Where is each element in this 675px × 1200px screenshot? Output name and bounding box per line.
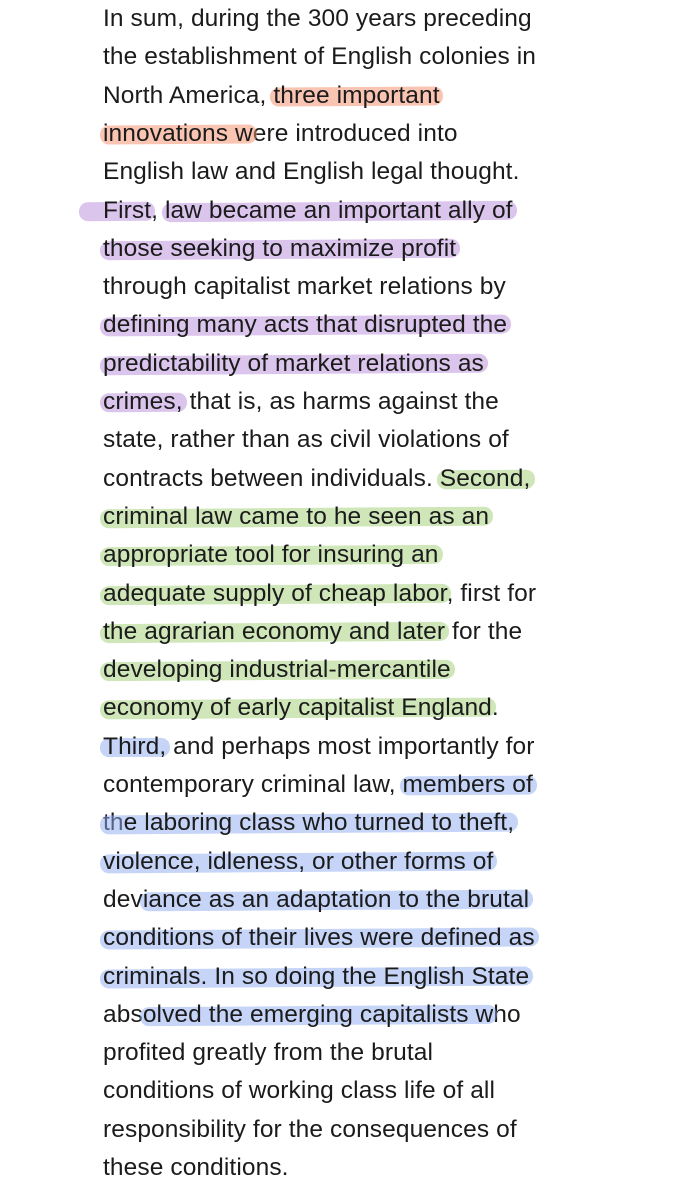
text-line-7	[103, 230, 456, 268]
text-line-29	[103, 1072, 495, 1110]
text-segment: and perhaps most importantly for	[166, 732, 535, 760]
text-line-5	[103, 153, 520, 191]
highlight-green: appropriate tool for insuring an	[103, 541, 439, 569]
highlight-blue: conditions of their lives were defined as	[103, 924, 535, 952]
text-segment: contracts between individuals.	[103, 464, 440, 492]
text-line-25	[103, 919, 535, 957]
text-segment: In sum, during the 300 years preceding	[103, 5, 532, 32]
text-segment: conditions of working class life of all	[103, 1077, 495, 1105]
text-segment: ere introduced into	[252, 119, 458, 147]
highlight-purple: law became an important ally of	[164, 196, 513, 224]
highlight-purple: those seeking to maximize profit	[103, 234, 457, 262]
text-line-21	[103, 766, 533, 804]
highlight-green: the agrarian economy and later	[103, 617, 446, 645]
text-segment: state, rather than as civil violations of	[103, 426, 509, 454]
text-segment: English law and English legal thought.	[103, 158, 520, 186]
highlight-blue: olved the emerging capitalists w	[142, 1000, 494, 1028]
highlight-blue: members of	[402, 771, 533, 798]
text-line-8	[103, 268, 506, 306]
text-line-9	[103, 306, 507, 344]
text-line-23	[103, 843, 493, 881]
text-line-31	[103, 1149, 289, 1187]
highlight-green: economy of early capitalist England	[103, 694, 492, 722]
text-segment: profited greatly from the brutal	[103, 1039, 434, 1067]
text-line-30	[103, 1111, 517, 1149]
highlight-blue: iance as an adaptation to the brutal	[142, 885, 530, 913]
highlight-blue: criminals. In so doing the English State	[103, 962, 530, 990]
text-line-16	[103, 575, 536, 613]
text-line-3	[103, 77, 440, 115]
text-line-17	[103, 613, 522, 651]
text-line-14	[103, 498, 489, 536]
highlight-red: three important	[273, 81, 440, 109]
highlight-green: adequate supply of cheap labor	[103, 579, 447, 607]
text-line-28	[103, 1034, 433, 1072]
highlight-green: developing industrial-mercantile	[103, 656, 451, 684]
text-line-20	[103, 728, 535, 766]
text-segment: ,	[151, 196, 165, 224]
highlight-purple: predictability of market relations as	[103, 349, 484, 377]
text-segment: .	[491, 694, 499, 722]
text-segment: , first for	[446, 579, 537, 607]
text-segment: contemporary criminal law,	[103, 771, 403, 798]
text-segment: responsibility for the consequences of	[103, 1115, 517, 1143]
text-segment: through capitalist market relations by	[103, 273, 506, 301]
text-line-13	[103, 460, 530, 498]
text-line-27	[103, 996, 521, 1034]
text-line-2	[103, 38, 536, 76]
text-segment: ho	[493, 1000, 521, 1028]
highlight-green: Second,	[439, 464, 531, 492]
highlight-green: criminal law came to he seen as an	[103, 502, 490, 530]
text-line-19	[103, 689, 499, 727]
text-line-6	[103, 192, 513, 230]
text-segment: that is, as harms against the	[182, 388, 499, 415]
text-segment: the establishment of English colonies in	[103, 43, 537, 71]
text-segment: for the	[445, 617, 523, 645]
text-line-11	[103, 383, 499, 421]
text-segment: these conditions.	[103, 1154, 289, 1181]
text-segment: abs	[103, 1000, 143, 1028]
highlight-blue: e laboring class who turned to theft,	[123, 809, 515, 837]
text-line-15	[103, 536, 439, 574]
highlight-blue: violence, idleness, or other forms of	[103, 847, 494, 875]
text-line-26	[103, 958, 529, 996]
highlight-red: innovations w	[103, 119, 253, 147]
highlight-purple: crimes,	[103, 388, 183, 415]
text-line-22	[103, 804, 514, 842]
highlight-purple: defining many acts that disrupted the	[103, 311, 508, 339]
text-line-1	[103, 0, 532, 38]
text-segment: dev	[103, 885, 143, 913]
text-line-24	[103, 881, 529, 919]
text-line-4	[103, 115, 458, 153]
highlight-blue: Third,	[103, 732, 167, 760]
highlight-purple: First	[103, 196, 152, 224]
text-line-18	[103, 651, 451, 689]
text-line-12	[103, 421, 509, 459]
text-segment: North America,	[103, 81, 274, 109]
text-line-10	[103, 345, 484, 383]
text-segment: th	[103, 809, 124, 837]
